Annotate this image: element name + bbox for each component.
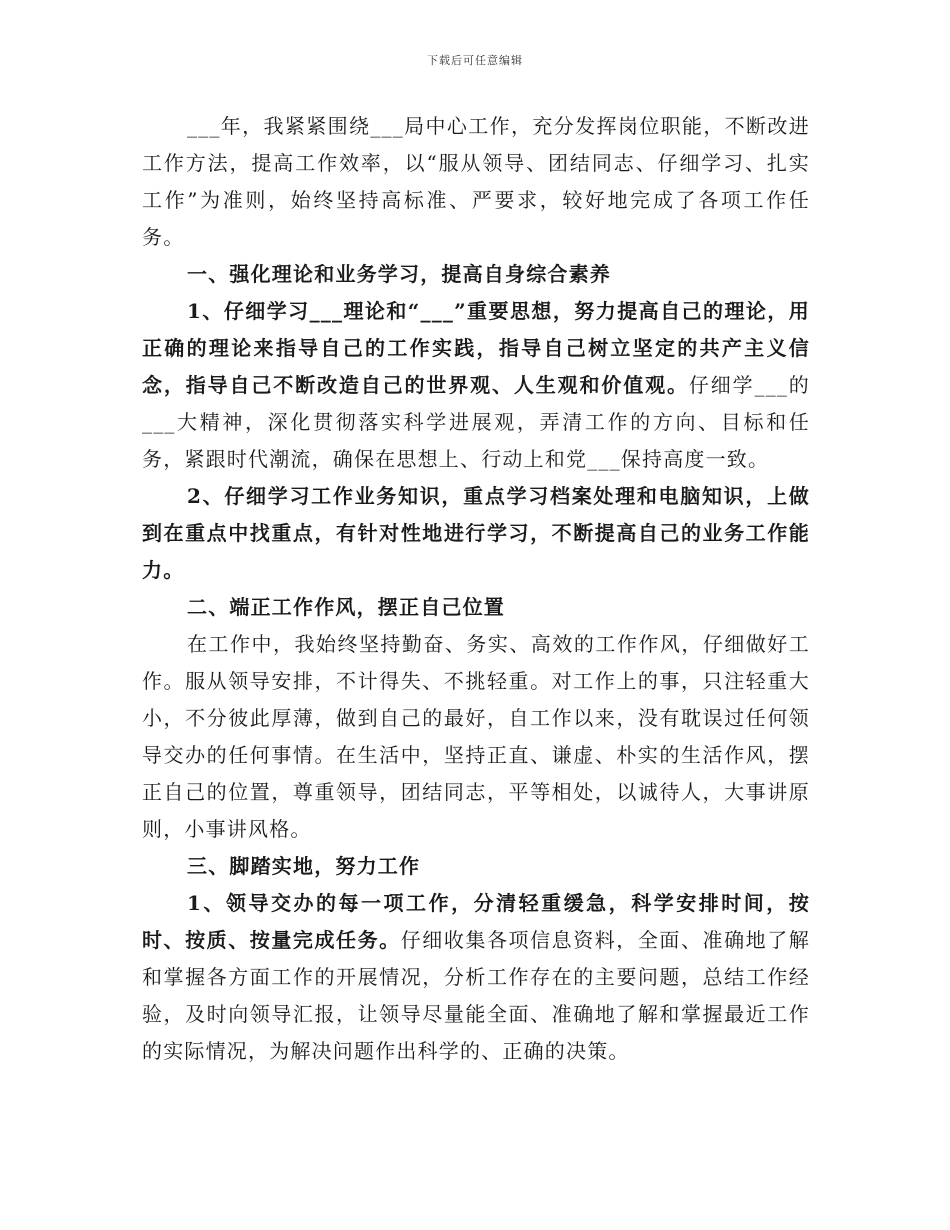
paragraph-tasks-normal: 仔细收集各项信息资料，全面、准确地了解和掌握各方面工作的开展情况，分析工作存在的主要问题，总结工作经验，及时向领导汇报，让领导尽量能全面、准确地了解和掌握最近工作的实际情况，为解决问题作出科学的、正确的决策。 bbox=[142, 928, 810, 1063]
paragraph-work-style: 在工作中，我始终坚持勤奋、务实、高效的工作作风，仔细做好工作。服从领导安排，不计得失、不挑轻重。对工作上的事，只注轻重大小，不分彼此厚薄，做到自己的最好，自工作以来，没有耽误过任何领导交办的任何事情。在生活中，坚持正直、谦虚、朴实的生活作风，摆正自己的位置，尊重领导，团结同志，平等相处，以诚待人，大事讲原则，小事讲风格。 bbox=[142, 632, 810, 841]
section-heading-1: 一、强化理论和业务学习，提高自身综合素养 bbox=[187, 262, 611, 286]
paragraph-tasks-bold: 1、领导交办的每一项工作，分清轻重缓急，科学安排时间，按时、按质、按量完成任务。 bbox=[142, 891, 810, 952]
paragraph-theory-study-bold: 1、仔细学习___理论和“___”重要思想，努力提高自己的理论，用正确的理论来指导自己的工作实践，指导自己树立坚定的共产主义信念，指导自己不断改造自己的世界观、人生观和价值观。 bbox=[142, 299, 810, 397]
intro-paragraph: ___年，我紧紧围绕___局中心工作，充分发挥岗位职能，不断改进工作方法，提高工作效率，以“服从领导、团结同志、仔细学习、扎实工作”为准则，始终坚持高标准、严要求，较好地完成了各项工作任务。 bbox=[142, 114, 810, 249]
document-body bbox=[142, 108, 810, 1070]
paragraph-tasks bbox=[142, 885, 810, 1070]
paragraph-theory-study-normal: 仔细学___的___大精神，深化贯彻落实科学进展观，弄清工作的方向、目标和任务，紧跟时代潮流，确保在思想上、行动上和党___保持高度一致。 bbox=[142, 373, 810, 471]
paragraph-theory-study bbox=[142, 293, 810, 478]
paragraph-business-study: 2、仔细学习工作业务知识，重点学习档案处理和电脑知识，上做到在重点中找重点，有针对性地进行学习，不断提高自己的业务工作能力。 bbox=[142, 484, 810, 582]
section-heading-2: 二、端正工作作风，摆正自己位置 bbox=[187, 595, 505, 619]
section-heading-3: 三、脚踏实地，努力工作 bbox=[187, 854, 421, 878]
page-header: 下载后可任意编辑 bbox=[427, 54, 523, 67]
